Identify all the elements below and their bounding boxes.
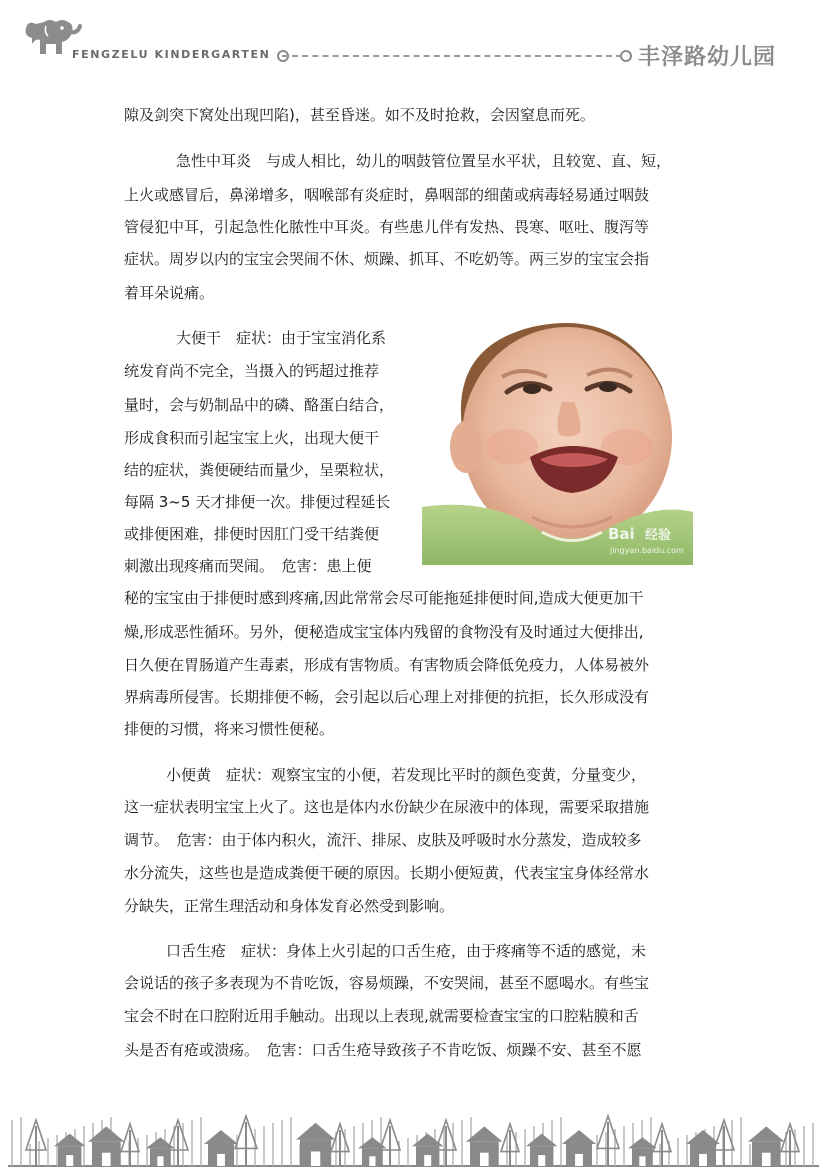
house-door-icon <box>311 1151 320 1166</box>
body-line: 日久便在胃肠道产生毒素，形成有害物质。有害物质会降低免疫力，人体易被外 <box>124 656 650 674</box>
house-door-icon <box>369 1156 375 1166</box>
body-line: 结的症状，粪便硬结而量少，呈栗粒状， <box>124 461 395 479</box>
body-line: 上火或感冒后，鼻涕增多，咽喉部有炎症时，鼻咽部的细菌或病毒轻易通过咽鼓 <box>124 186 650 204</box>
body-line: 形成食积而引起宝宝上火，出现大便干 <box>124 429 380 447</box>
header-dashed-divider <box>282 55 622 57</box>
body-line: 排便的习惯，将来习惯性便秘。 <box>124 720 335 738</box>
body-line: 量时，会与奶制品中的磷、酪蛋白结合， <box>124 396 395 414</box>
house-door-icon <box>102 1153 111 1166</box>
body-line: 小便黄 症状：观察宝宝的小便，若发现比平时的颜色变黄，分量变少， <box>166 766 647 784</box>
body-line: 水分流失，这些也是造成粪便干硬的原因。长期小便短黄，代表宝宝身体经常水 <box>124 864 650 882</box>
divider-ring-right <box>620 50 632 62</box>
body-line: 统发育尚不完全，当摄入的钙超过推荐 <box>124 362 380 380</box>
body-line: 燥,形成恶性循环。另外，便秘造成宝宝体内残留的食物没有及时通过大便排出, <box>124 623 644 641</box>
body-line: 这一症状表明宝宝上火了。这也是体内水份缺少在尿液中的体现，需要采取措施 <box>124 798 650 816</box>
body-line: 隙及剑突下窝处出现凹陷)，甚至昏迷。如不及时抢救，会因窒息而死。 <box>124 106 595 124</box>
body-line: 口舌生疮 症状：身体上火引起的口舌生疮，由于疼痛等不适的感觉，未 <box>166 942 647 960</box>
watermark-url: jingyan.baidu.com <box>610 546 684 555</box>
house-door-icon <box>699 1154 707 1166</box>
body-line: 头是否有疮或溃疡。 危害：口舌生疮导致孩子不肯吃饭、烦躁不安、甚至不愿 <box>124 1041 642 1059</box>
house-door-icon <box>762 1153 771 1166</box>
house-door-icon <box>424 1155 431 1166</box>
body-line: 急性中耳炎 与成人相比，幼儿的咽鼓管位置呈水平状，且较宽、直、短， <box>176 152 672 170</box>
house-door-icon <box>217 1154 225 1166</box>
body-line: 界病毒所侵害。长期排便不畅，会引起以后心理上对排便的抗拒，长久形成没有 <box>124 688 650 706</box>
baby-illustration <box>422 307 693 565</box>
body-line: 秘的宝宝由于排便时感到疼痛,因此常常会尽可能拖延排便时间,造成大便更加干 <box>124 589 644 607</box>
house-roof-icon <box>296 1123 335 1140</box>
house-door-icon <box>538 1155 545 1166</box>
house-roof-icon <box>686 1130 720 1144</box>
house-door-icon <box>480 1153 489 1166</box>
school-name-en: FENGZELU KINDERGARTEN <box>72 48 271 61</box>
house-roof-icon <box>748 1126 785 1141</box>
body-line: 着耳朵说痛。 <box>124 284 215 302</box>
body-line: 管侵犯中耳，引起急性化脓性中耳炎。有些患儿伴有发热、畏寒、呕吐、腹泻等 <box>124 218 650 236</box>
house-door-icon <box>575 1154 583 1166</box>
body-line: 分缺失，正常生理活动和身体发育必然受到影响。 <box>124 897 455 915</box>
watermark-cn: 经验 <box>645 528 672 543</box>
house-roof-icon <box>204 1130 238 1144</box>
house-roof-icon <box>54 1134 85 1147</box>
footer-village-decoration <box>0 1088 827 1170</box>
crying-baby-photo <box>422 307 693 565</box>
body-line: 或排便困难，排便时因肛门受干结粪便 <box>124 525 380 543</box>
body-line: 会说话的孩子多表现为不肯吃饭，容易烦躁，不安哭闹，甚至不愿喝水。有些宝 <box>124 974 650 992</box>
village-silhouette-icon <box>0 1088 827 1170</box>
body-line: 宝会不时在口腔附近用手触动。出现以上表现,就需要检查宝宝的口腔粘膜和舌 <box>124 1007 639 1025</box>
school-name-cn: 丰泽路幼儿园 <box>638 45 777 70</box>
body-line: 刺激出现疼痛而哭闹。 危害：患上便 <box>124 557 372 575</box>
body-line: 每隔 3~5 天才排便一次。排便过程延长 <box>124 493 391 511</box>
body-line: 调节。 危害：由于体内积火，流汗、排尿、皮肤及呼吸时水分蒸发，造成较多 <box>124 831 642 849</box>
house-door-icon <box>639 1156 645 1166</box>
body-line: 症状。周岁以内的宝宝会哭闹不休、烦躁、抓耳、不吃奶等。两三岁的宝宝会指 <box>124 250 650 268</box>
watermark-brand: Bai <box>608 525 635 543</box>
house-door-icon <box>157 1156 163 1166</box>
house-door-icon <box>66 1155 73 1166</box>
page-header <box>0 0 827 80</box>
house-roof-icon <box>562 1130 596 1144</box>
body-line: 大便干 症状：由于宝宝消化系 <box>176 329 387 347</box>
